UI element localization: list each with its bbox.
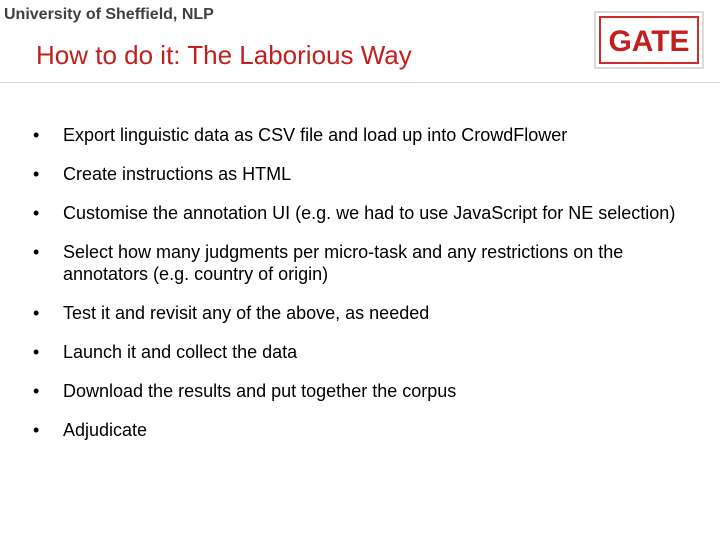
organization-header: University of Sheffield, NLP <box>4 6 214 23</box>
bullet-marker: • <box>33 342 40 362</box>
bullet-text: Download the results and put together the corpus <box>63 381 457 401</box>
bullet-item <box>0 241 720 285</box>
bullet-item <box>0 163 720 185</box>
bullet-marker: • <box>33 164 40 184</box>
bullet-item <box>0 419 720 441</box>
bullet-item <box>0 202 720 224</box>
bullet-marker: • <box>33 242 40 262</box>
bullet-list <box>0 124 720 458</box>
bullet-marker: • <box>33 303 40 323</box>
bullet-item <box>0 341 720 363</box>
bullet-text: Create instructions as HTML <box>63 164 292 184</box>
logo-text: GATE <box>608 25 690 58</box>
bullet-item <box>0 124 720 146</box>
gate-logo <box>593 10 705 70</box>
bullet-text: Adjudicate <box>63 420 148 440</box>
bullet-text: Customise the annotation UI (e.g. we had to use JavaScript for NE selection) <box>63 203 676 223</box>
header-divider <box>0 82 720 83</box>
bullet-marker: • <box>33 125 40 145</box>
bullet-marker: • <box>33 420 40 440</box>
bullet-marker: • <box>33 381 40 401</box>
bullet-item <box>0 380 720 402</box>
bullet-text: Select how many judgments per micro-task and any restrictions on the annotators (e.g. country of origin) <box>63 242 624 284</box>
bullet-item <box>0 302 720 324</box>
bullet-text: Export linguistic data as CSV file and load up into CrowdFlower <box>63 125 568 145</box>
bullet-text: Launch it and collect the data <box>63 342 298 362</box>
slide-title: How to do it: The Laborious Way <box>36 40 412 70</box>
bullet-text: Test it and revisit any of the above, as needed <box>63 303 430 323</box>
bullet-marker: • <box>33 203 40 223</box>
